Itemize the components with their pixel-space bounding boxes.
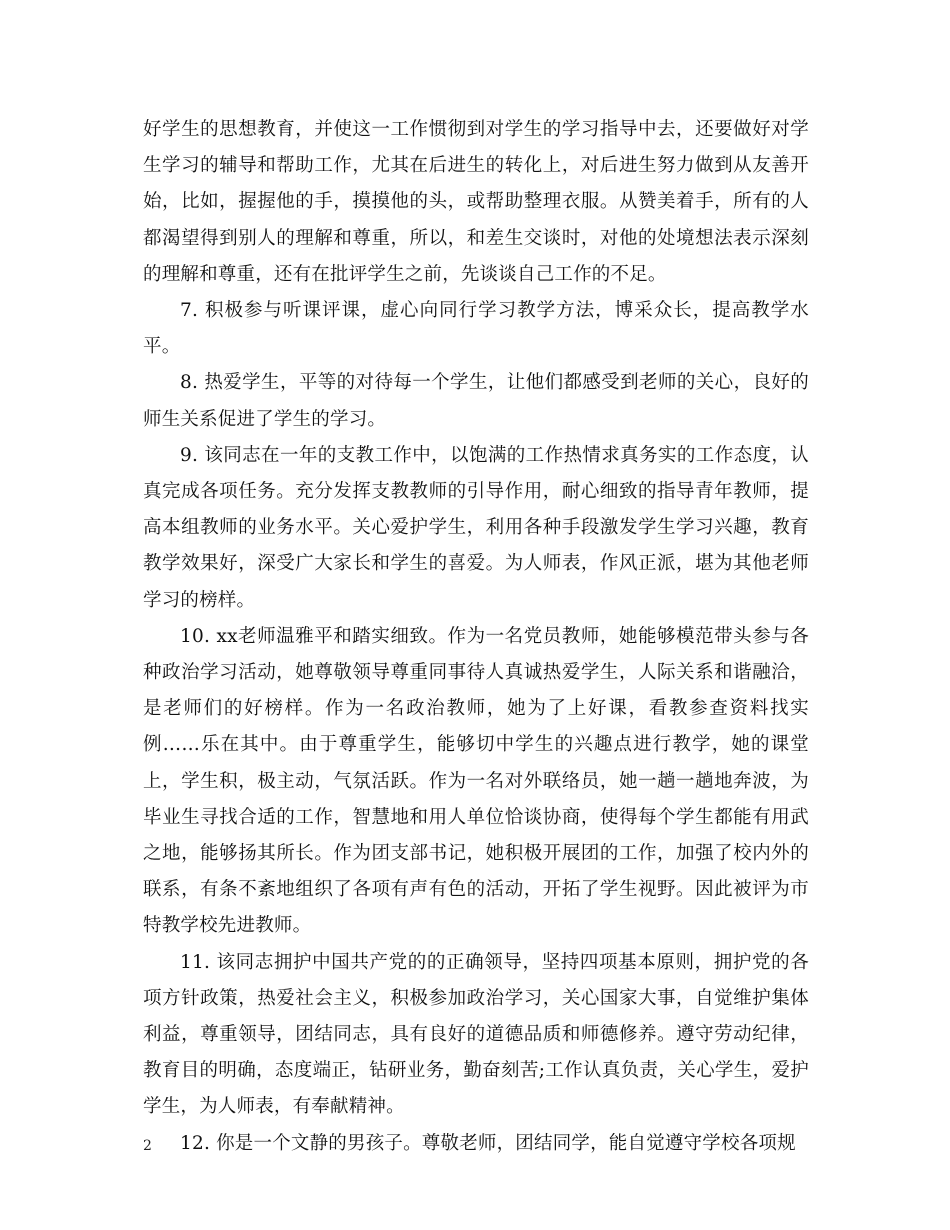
paragraph-10: 10. xx老师温雅平和踏实细致。作为一名党员教师，她能够模范带头参与各种政治学习活动，她尊敬领导尊重同事待人真诚热爱学生，人际关系和谐融洽，是老师们的好榜样。作为一名政治教师，她为了上好课，看教参查资料找实例……乐在其中。由于尊重学生，能够切中学生的兴趣点进行教学，她的课堂上，学生积，极主动，气氛活跃。作为一名对外联络员，她一趟一趟地奔波，为毕业生寻找合适的工作，智慧地和用人单位恰谈协商，使得每个学生都能有用武之地，能够扬其所长。作为团支部书记，她积极开展团的工作，加强了校内外的联系，有条不紊地组织了各项有声有色的活动，开拓了学生视野。因此被评为市特教学校先进教师。: [143, 625, 809, 937]
document-body: [143, 112, 809, 1162]
paragraph-7: 7. 积极参与听课评课，虚心向同行学习教学方法，博采众长，提高教学水平。: [143, 300, 809, 358]
paragraph-8: 8. 热爱学生，平等的对待每一个学生，让他们都感受到老师的关心，良好的师生关系促进了学生的学习。: [143, 372, 809, 430]
paragraph-9: 9. 该同志在一年的支教工作中，以饱满的工作热情求真务实的工作态度，认真完成各项任务。充分发挥支教教师的引导作用，耐心细致的指导青年教师，提高本组教师的业务水平。关心爱护学生，利用各种手段激发学生学习兴趣，教育教学效果好，深受广大家长和学生的喜爱。为人师表，作风正派，堪为其他老师学习的榜样。: [143, 444, 809, 611]
paragraph-11: 11. 该同志拥护中国共产党的的正确领导，坚持四项基本原则，拥护党的各项方针政策，热爱社会主义，积极参加政治学习，关心国家大事，自觉维护集体利益，尊重领导，团结同志，具有良好的道德品质和师德修养。遵守劳动纪律，教育目的明确，态度端正，钻研业务，勤奋刻苦;工作认真负责，关心学生，爱护学生，为人师表，有奉献精神。: [143, 951, 809, 1118]
page-number: 2: [143, 1138, 152, 1154]
paragraph-1: 好学生的思想教育，并使这一工作惯彻到对学生的学习指导中去，还要做好对学生学习的辅导和帮助工作，尤其在后进生的转化上，对后进生努力做到从友善开始，比如，握握他的手，摸摸他的头，或帮助整理衣服。从赞美着手，所有的人都渴望得到别人的理解和尊重，所以，和差生交谈时，对他的处境想法表示深刻的理解和尊重，还有在批评学生之前，先谈谈自己工作的不足。: [143, 119, 809, 285]
paragraph-12: 12. 你是一个文静的男孩子。尊敬老师，团结同学，能自觉遵守学校各项规: [180, 1132, 796, 1154]
